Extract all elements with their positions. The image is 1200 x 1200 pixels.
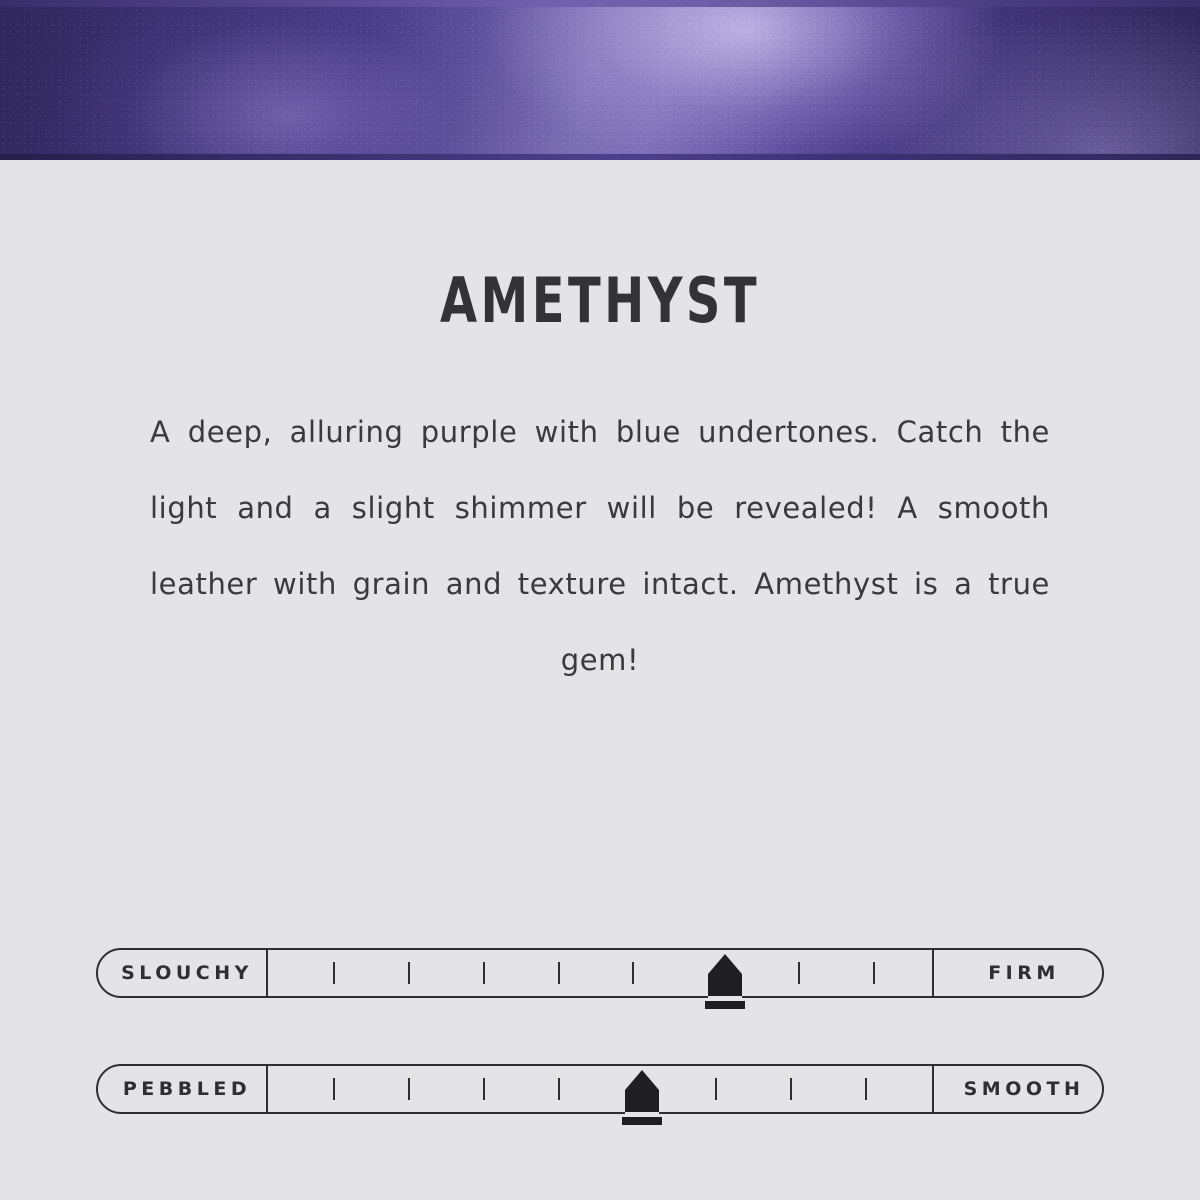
scale-tick (483, 962, 485, 984)
scale-left-label: PEBBLED (96, 1064, 268, 1114)
marker-foot (622, 1117, 662, 1125)
swatch-top-edge (0, 0, 1200, 7)
marker-body (625, 1090, 659, 1112)
marker-foot (705, 1001, 745, 1009)
attribute-scales (0, 948, 1200, 1114)
scale-tick (715, 1078, 717, 1100)
scale-tick (865, 1078, 867, 1100)
marker-roof-icon (708, 954, 742, 974)
scale-marker (620, 1070, 664, 1136)
scale-tick (333, 962, 335, 984)
card-content (0, 160, 1200, 698)
scale-tick (632, 962, 634, 984)
scale-tick (558, 962, 560, 984)
marker-roof-icon (625, 1070, 659, 1090)
scale-tick (558, 1078, 560, 1100)
marker-body (708, 974, 742, 996)
page-title: AMETHYST (439, 264, 761, 337)
scale-ticks (268, 948, 932, 998)
scale-right-label: SMOOTH (932, 1064, 1104, 1114)
scale-tick (790, 1078, 792, 1100)
scale-texture (96, 1064, 1104, 1114)
scale-right-label: FIRM (932, 948, 1104, 998)
scale-tick (408, 1078, 410, 1100)
scale-structure (96, 948, 1104, 998)
scale-tick (798, 962, 800, 984)
scale-ticks (268, 1064, 932, 1114)
scale-marker (703, 954, 747, 1020)
swatch-shimmer-highlight (0, 0, 1200, 160)
scale-left-label: SLOUCHY (96, 948, 268, 998)
scale-tick (408, 962, 410, 984)
scale-tick (483, 1078, 485, 1100)
scale-tick (873, 962, 875, 984)
scale-tick (333, 1078, 335, 1100)
amethyst-leather-swatch (0, 0, 1200, 160)
product-description: A deep, alluring purple with blue undertones. Catch the light and a slight shimmer will be revealed! A smooth leather with grain and texture intact. Amethyst is a true gem! (150, 415, 1050, 677)
